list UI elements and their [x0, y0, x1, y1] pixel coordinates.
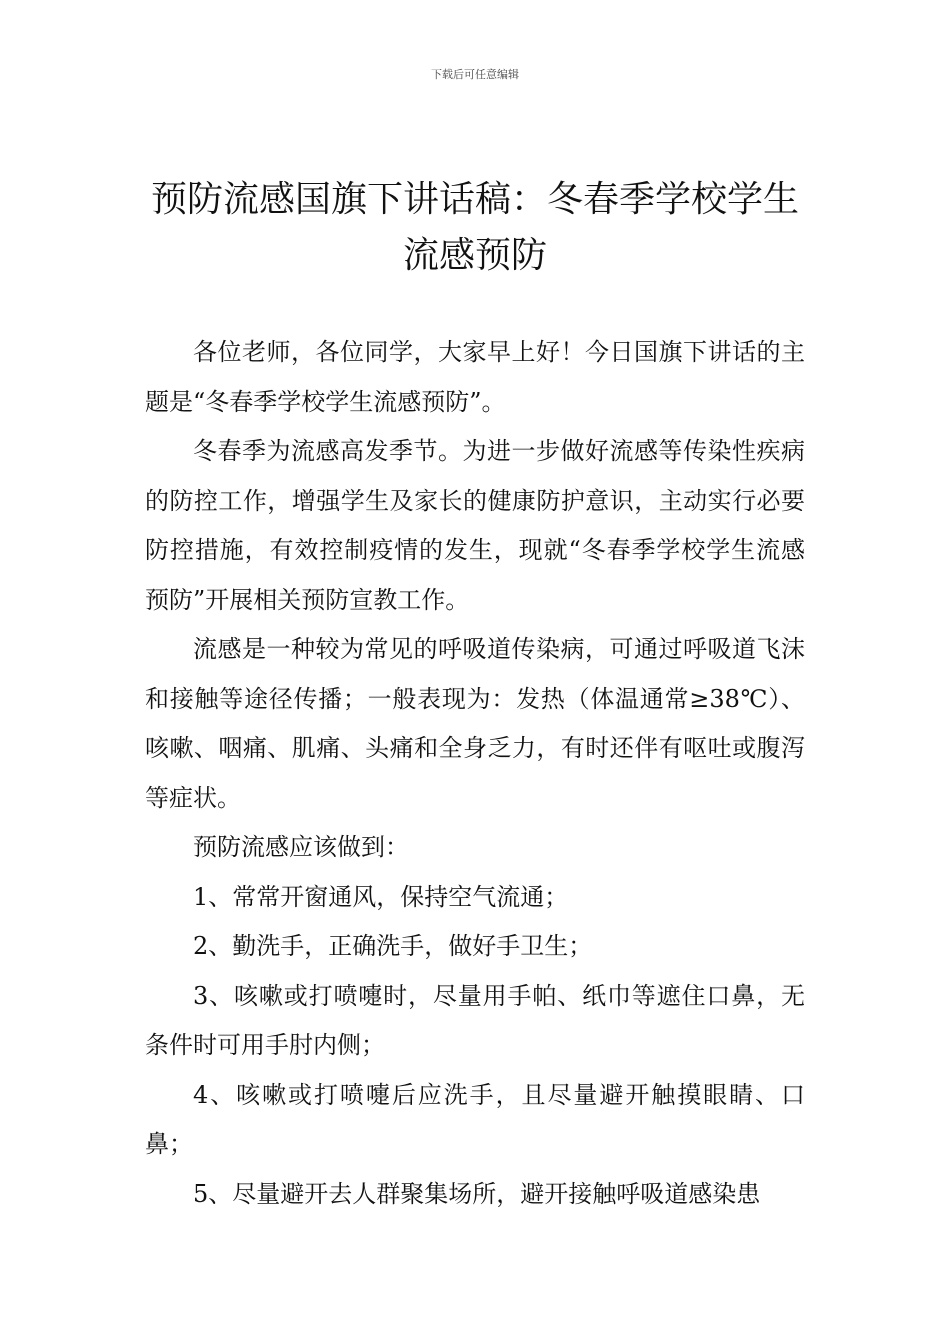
page-title: 预防流感国旗下讲话稿：冬春季学校学生流感预防: [150, 179, 799, 276]
list-item-1: 1、常常开窗通风，保持空气流通；: [193, 882, 569, 911]
paragraph-season-intro: 冬春季为流感高发季节。为进一步做好流感等传染性疾病的防控工作，增强学生及家长的健康防护意识，主动实行必要防控措施，有效控制疫情的发生，现就“冬春季学校学生流感预防”开展相关预防宣教工作。: [145, 437, 805, 614]
list-item-4: 4、咳嗽或打喷嚏后应洗手，且尽量避开触摸眼睛、口鼻；: [145, 1080, 805, 1158]
list-item-5: 5、尽量避开去人群聚集场所，避开接触呼吸道感染患: [193, 1179, 761, 1208]
paragraph-prevention-heading: 预防流感应该做到：: [193, 833, 409, 861]
list-item-2: 2、勤洗手，正确洗手，做好手卫生；: [193, 932, 593, 960]
document-body: [145, 328, 805, 1219]
paragraph-greeting: 各位老师，各位同学，大家早上好！今日国旗下讲话的主题是“冬春季学校学生流感预防”。: [145, 338, 805, 416]
paragraph-flu-description: 流感是一种较为常见的呼吸道传染病，可通过呼吸道飞沫和接触等途径传播；一般表现为：发热（体温通常≥38℃）、咳嗽、咽痛、肌痛、头痛和全身乏力，有时还伴有呕吐或腹泻等症状。: [145, 635, 805, 812]
list-item-3: 3、咳嗽或打喷嚏时，尽量用手帕、纸巾等遮住口鼻，无条件时可用手肘内侧；: [145, 981, 805, 1059]
header-note: 下载后可任意编辑: [431, 68, 519, 81]
